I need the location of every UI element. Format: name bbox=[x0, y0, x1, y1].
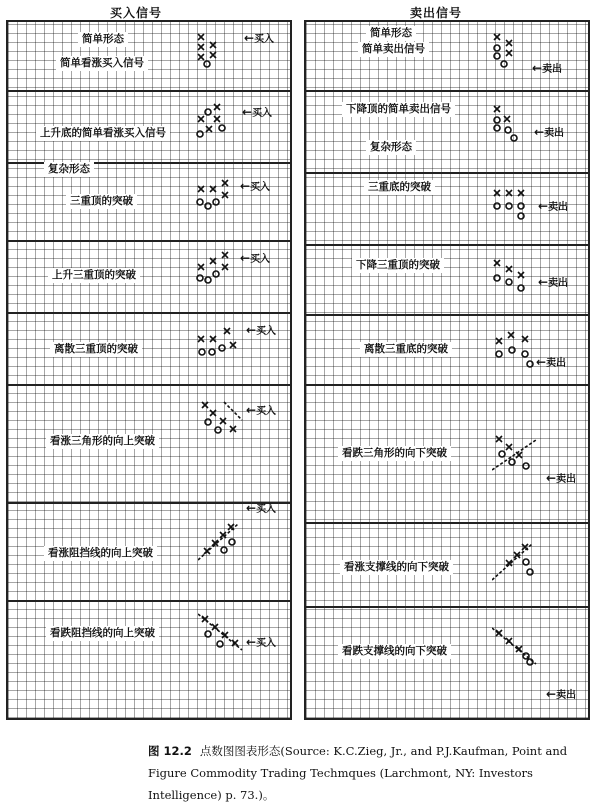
buy-signal-label: 买入 bbox=[250, 182, 271, 193]
pattern-label: 下降三重顶的突破 bbox=[352, 258, 444, 273]
xo-pattern bbox=[194, 248, 240, 288]
arrow-left-icon: ← bbox=[246, 403, 257, 417]
sell-signal-label: 卖出 bbox=[546, 358, 567, 369]
sell-signal-label: 卖出 bbox=[542, 64, 563, 75]
section-divider bbox=[8, 240, 290, 242]
pattern-label: 看涨三角形的向上突破 bbox=[46, 434, 159, 449]
pattern-label: 看涨阻挡线的向上突破 bbox=[44, 546, 157, 561]
pattern-label: 看涨支撑线的向下突破 bbox=[340, 560, 453, 575]
section-divider bbox=[306, 606, 588, 608]
section-divider bbox=[306, 314, 588, 316]
arrow-left-icon: ← bbox=[240, 251, 251, 265]
sell-signal-marker bbox=[538, 200, 568, 214]
section-divider bbox=[306, 522, 588, 524]
sell-signal-marker bbox=[538, 276, 568, 290]
pattern-label: 看跌阻挡线的向上突破 bbox=[46, 626, 159, 641]
xo-pattern bbox=[490, 186, 536, 226]
arrow-left-icon: ← bbox=[246, 501, 257, 515]
buy-signal-label: 买入 bbox=[256, 326, 277, 337]
pattern-label: 三重顶的突破 bbox=[66, 194, 137, 209]
buy-signal-label: 买入 bbox=[256, 406, 277, 417]
xo-pattern bbox=[490, 102, 536, 142]
arrow-left-icon: ← bbox=[242, 105, 253, 119]
buy-signal-marker bbox=[240, 180, 270, 194]
sell-signal-marker bbox=[536, 356, 566, 370]
arrow-left-icon: ← bbox=[536, 355, 547, 369]
section-divider bbox=[306, 172, 588, 174]
arrow-left-icon: ← bbox=[244, 31, 255, 45]
arrow-left-icon: ← bbox=[532, 61, 543, 75]
buy-signal-marker bbox=[246, 636, 276, 650]
xo-pattern bbox=[490, 256, 536, 296]
pattern-label: 下降顶的简单卖出信号 bbox=[342, 102, 455, 117]
section-divider bbox=[8, 90, 290, 92]
buy-signal-label: 买入 bbox=[256, 504, 277, 515]
pattern-label: 三重底的突破 bbox=[364, 180, 435, 195]
pattern-label: 复杂形态 bbox=[44, 162, 94, 177]
buy-signal-marker bbox=[244, 32, 274, 46]
pattern-label: 上升底的简单看涨买入信号 bbox=[36, 126, 170, 141]
sell-signal-label: 卖出 bbox=[548, 278, 569, 289]
pattern-label: 简单看涨买入信号 bbox=[56, 56, 148, 71]
pattern-label: 离散三重顶的突破 bbox=[50, 342, 142, 357]
buy-signal-marker bbox=[240, 252, 270, 266]
pattern-label: 看跌支撑线的向下突破 bbox=[338, 644, 451, 659]
arrow-left-icon: ← bbox=[538, 275, 549, 289]
figure-number: 图 12.2 bbox=[148, 744, 192, 758]
pattern-label: 简单卖出信号 bbox=[358, 42, 429, 57]
sell-signals-title: 卖出信号 bbox=[410, 6, 463, 20]
buy-signal-label: 买入 bbox=[252, 108, 273, 119]
buy-signal-marker bbox=[246, 404, 276, 418]
xo-pattern bbox=[492, 432, 538, 472]
xo-pattern bbox=[194, 322, 240, 362]
buy-signals-title: 买入信号 bbox=[110, 6, 163, 20]
section-divider bbox=[306, 90, 588, 92]
caption-text: 点数图图表形态(Source: K.C.Zieg, Jr., and P.J.Kaufman, Point and Figure Commodity Trading Techmques (Larchmont, NY: Investors Intelligence) p. 73.)。 bbox=[148, 744, 568, 802]
xo-pattern bbox=[198, 522, 244, 562]
sell-signal-label: 卖出 bbox=[556, 690, 577, 701]
buy-signal-label: 买入 bbox=[250, 254, 271, 265]
xo-pattern bbox=[198, 612, 244, 652]
arrow-left-icon: ← bbox=[246, 323, 257, 337]
xo-pattern bbox=[492, 542, 538, 582]
pattern-label: 离散三重底的突破 bbox=[360, 342, 452, 357]
figure-caption bbox=[148, 740, 590, 806]
xo-pattern bbox=[492, 328, 538, 368]
sell-signals-panel bbox=[304, 20, 590, 720]
section-divider bbox=[306, 244, 588, 246]
xo-pattern bbox=[490, 30, 536, 70]
xo-pattern bbox=[194, 176, 240, 216]
arrow-left-icon: ← bbox=[534, 125, 545, 139]
pattern-label: 复杂形态 bbox=[366, 140, 416, 155]
sell-signal-label: 卖出 bbox=[556, 474, 577, 485]
arrow-left-icon: ← bbox=[546, 687, 557, 701]
arrow-left-icon: ← bbox=[240, 179, 251, 193]
section-divider bbox=[8, 384, 290, 386]
section-divider bbox=[8, 600, 290, 602]
buy-signal-marker bbox=[246, 502, 276, 516]
pattern-label: 看跌三角形的向下突破 bbox=[338, 446, 451, 461]
sell-signal-marker bbox=[546, 688, 576, 702]
arrow-left-icon: ← bbox=[546, 471, 557, 485]
pattern-label: 简单形态 bbox=[78, 32, 128, 47]
buy-signal-marker bbox=[242, 106, 272, 120]
buy-signals-panel bbox=[6, 20, 292, 720]
pattern-label: 上升三重顶的突破 bbox=[48, 268, 140, 283]
sell-signal-label: 卖出 bbox=[548, 202, 569, 213]
xo-pattern bbox=[194, 30, 240, 70]
buy-signal-label: 买入 bbox=[256, 638, 277, 649]
arrow-left-icon: ← bbox=[538, 199, 549, 213]
pattern-label: 简单形态 bbox=[366, 26, 416, 41]
section-divider bbox=[8, 312, 290, 314]
buy-signal-label: 买入 bbox=[254, 34, 275, 45]
arrow-left-icon: ← bbox=[246, 635, 257, 649]
sell-signal-label: 卖出 bbox=[544, 128, 565, 139]
sell-signal-marker bbox=[546, 472, 576, 486]
xo-pattern bbox=[198, 398, 244, 438]
buy-signal-marker bbox=[246, 324, 276, 338]
xo-pattern bbox=[492, 626, 538, 666]
xo-pattern bbox=[194, 100, 240, 140]
sell-signal-marker bbox=[532, 62, 562, 76]
sell-signal-marker bbox=[534, 126, 564, 140]
section-divider bbox=[306, 384, 588, 386]
